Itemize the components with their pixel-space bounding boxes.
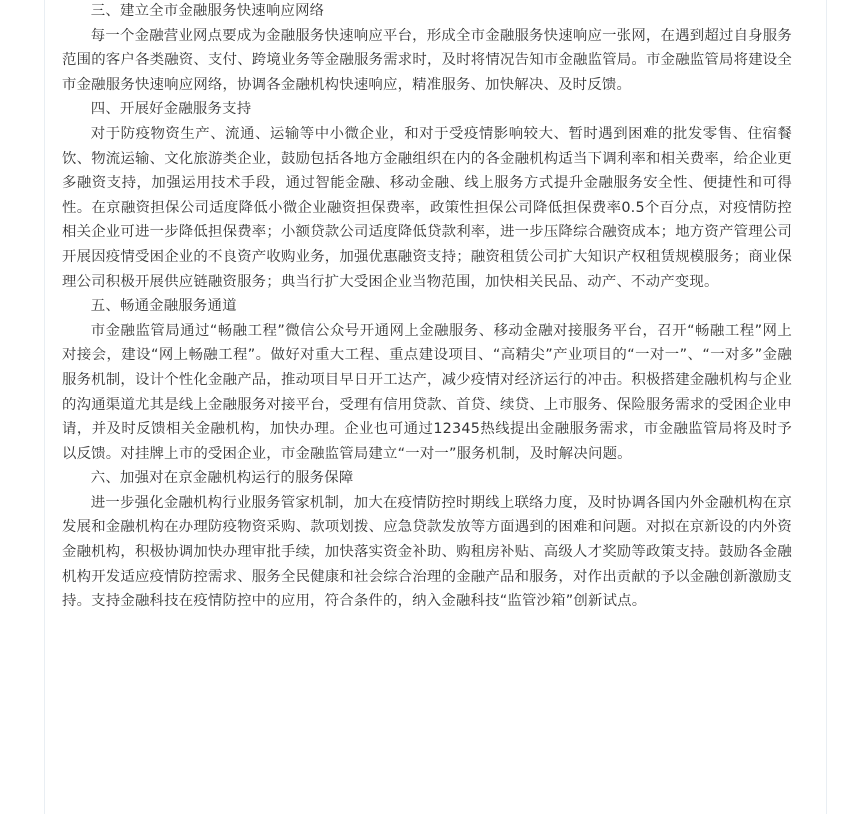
section-heading-6: 六、加强对在京金融机构运行的服务保障 [90,470,354,487]
section-heading-5: 五、畅通金融服务通道 [90,298,237,315]
section-heading-3: 三、建立全市金融服务快速响应网络 [90,3,325,19]
section-paragraph-6: 进一步强化金融机构行业服务管家机制，加大在疫情防控时期线上联络力度，及时协调各国内外金融机构在京发展和金融机构在办理防疫物资采购、款项划拨、应急贷款发放等方面遇到的困难和问题。对拟在京新设的内外资金融机构，积极协调加快办理审批手续，加快落实资金补助、购租房补贴、高级人才奖励等政策支持。鼓励各金融机构开发适应疫情防控需求、服务全民健康和社会综合治理的金融产品和服务，对作出贡献的予以金融创新激励支持。支持金融科技在疫情防控中的应用，符合条件的，纳入金融科技“监管沙箱”创新试点。 [62,494,792,610]
section-heading-4: 四、开展好金融服务支持 [90,101,252,118]
section-paragraph-5: 市金融监管局通过“畅融工程”微信公众号开通网上金融服务、移动金融对接服务平台，召开“畅融工程”网上对接会，建设“网上畅融工程”。做好对重大工程、重点建设项目、“高精尖”产业项目的“一对一”、“一对多”金融服务机制，设计个性化金融产品，推动项目早日开工达产，减少疫情对经济运行的冲击。积极搭建金融机构与企业的沟通渠道尤其是线上金融服务对接平台，受理有信用贷款、首贷、续贷、上市服务、保险服务需求的受困企业申请，并及时反馈相关金融机构，加快办理。企业也可通过12345热线提出金融服务需求，市金融监管局将及时予以反馈。对挂牌上市的受困企业，市金融监管局建立“一对一”服务机制，及时解决问题。 [62,322,792,462]
article-body [62,0,792,614]
section-paragraph-4: 对于防疫物资生产、流通、运输等中小微企业，和对于受疫情影响较大、暂时遇到困难的批发零售、住宿餐饮、物流运输、文化旅游类企业，鼓励包括各地方金融组织在内的各金融机构适当下调利率和相关费率，给企业更多融资支持，加强运用技术手段，通过智能金融、移动金融、线上服务方式提升金融服务安全性、便捷性和可得性。在京融资担保公司适度降低小微企业融资担保费率，政策性担保公司降低担保费率0.5个百分点，对疫情防控相关企业可进一步降低担保费率；小额贷款公司适度降低贷款利率，进一步压降综合融资成本；地方资产管理公司开展因疫情受困企业的不良资产收购业务，加强优惠融资支持；融资租赁公司扩大知识产权租赁规模服务；商业保理公司积极开展供应链融资服务；典当行扩大受困企业当物范围，加快相关民品、动产、不动产变现。 [62,125,792,290]
section-paragraph-3: 每一个金融营业网点要成为金融服务快速响应平台，形成全市金融服务快速响应一张网，在遇到超过自身服务范围的客户各类融资、支付、跨境业务等金融服务需求时，及时将情况告知市金融监管局。市金融监管局将建设全市金融服务快速响应网络，协调各金融机构快速响应，精准服务、加快解决、及时反馈。 [62,27,792,93]
